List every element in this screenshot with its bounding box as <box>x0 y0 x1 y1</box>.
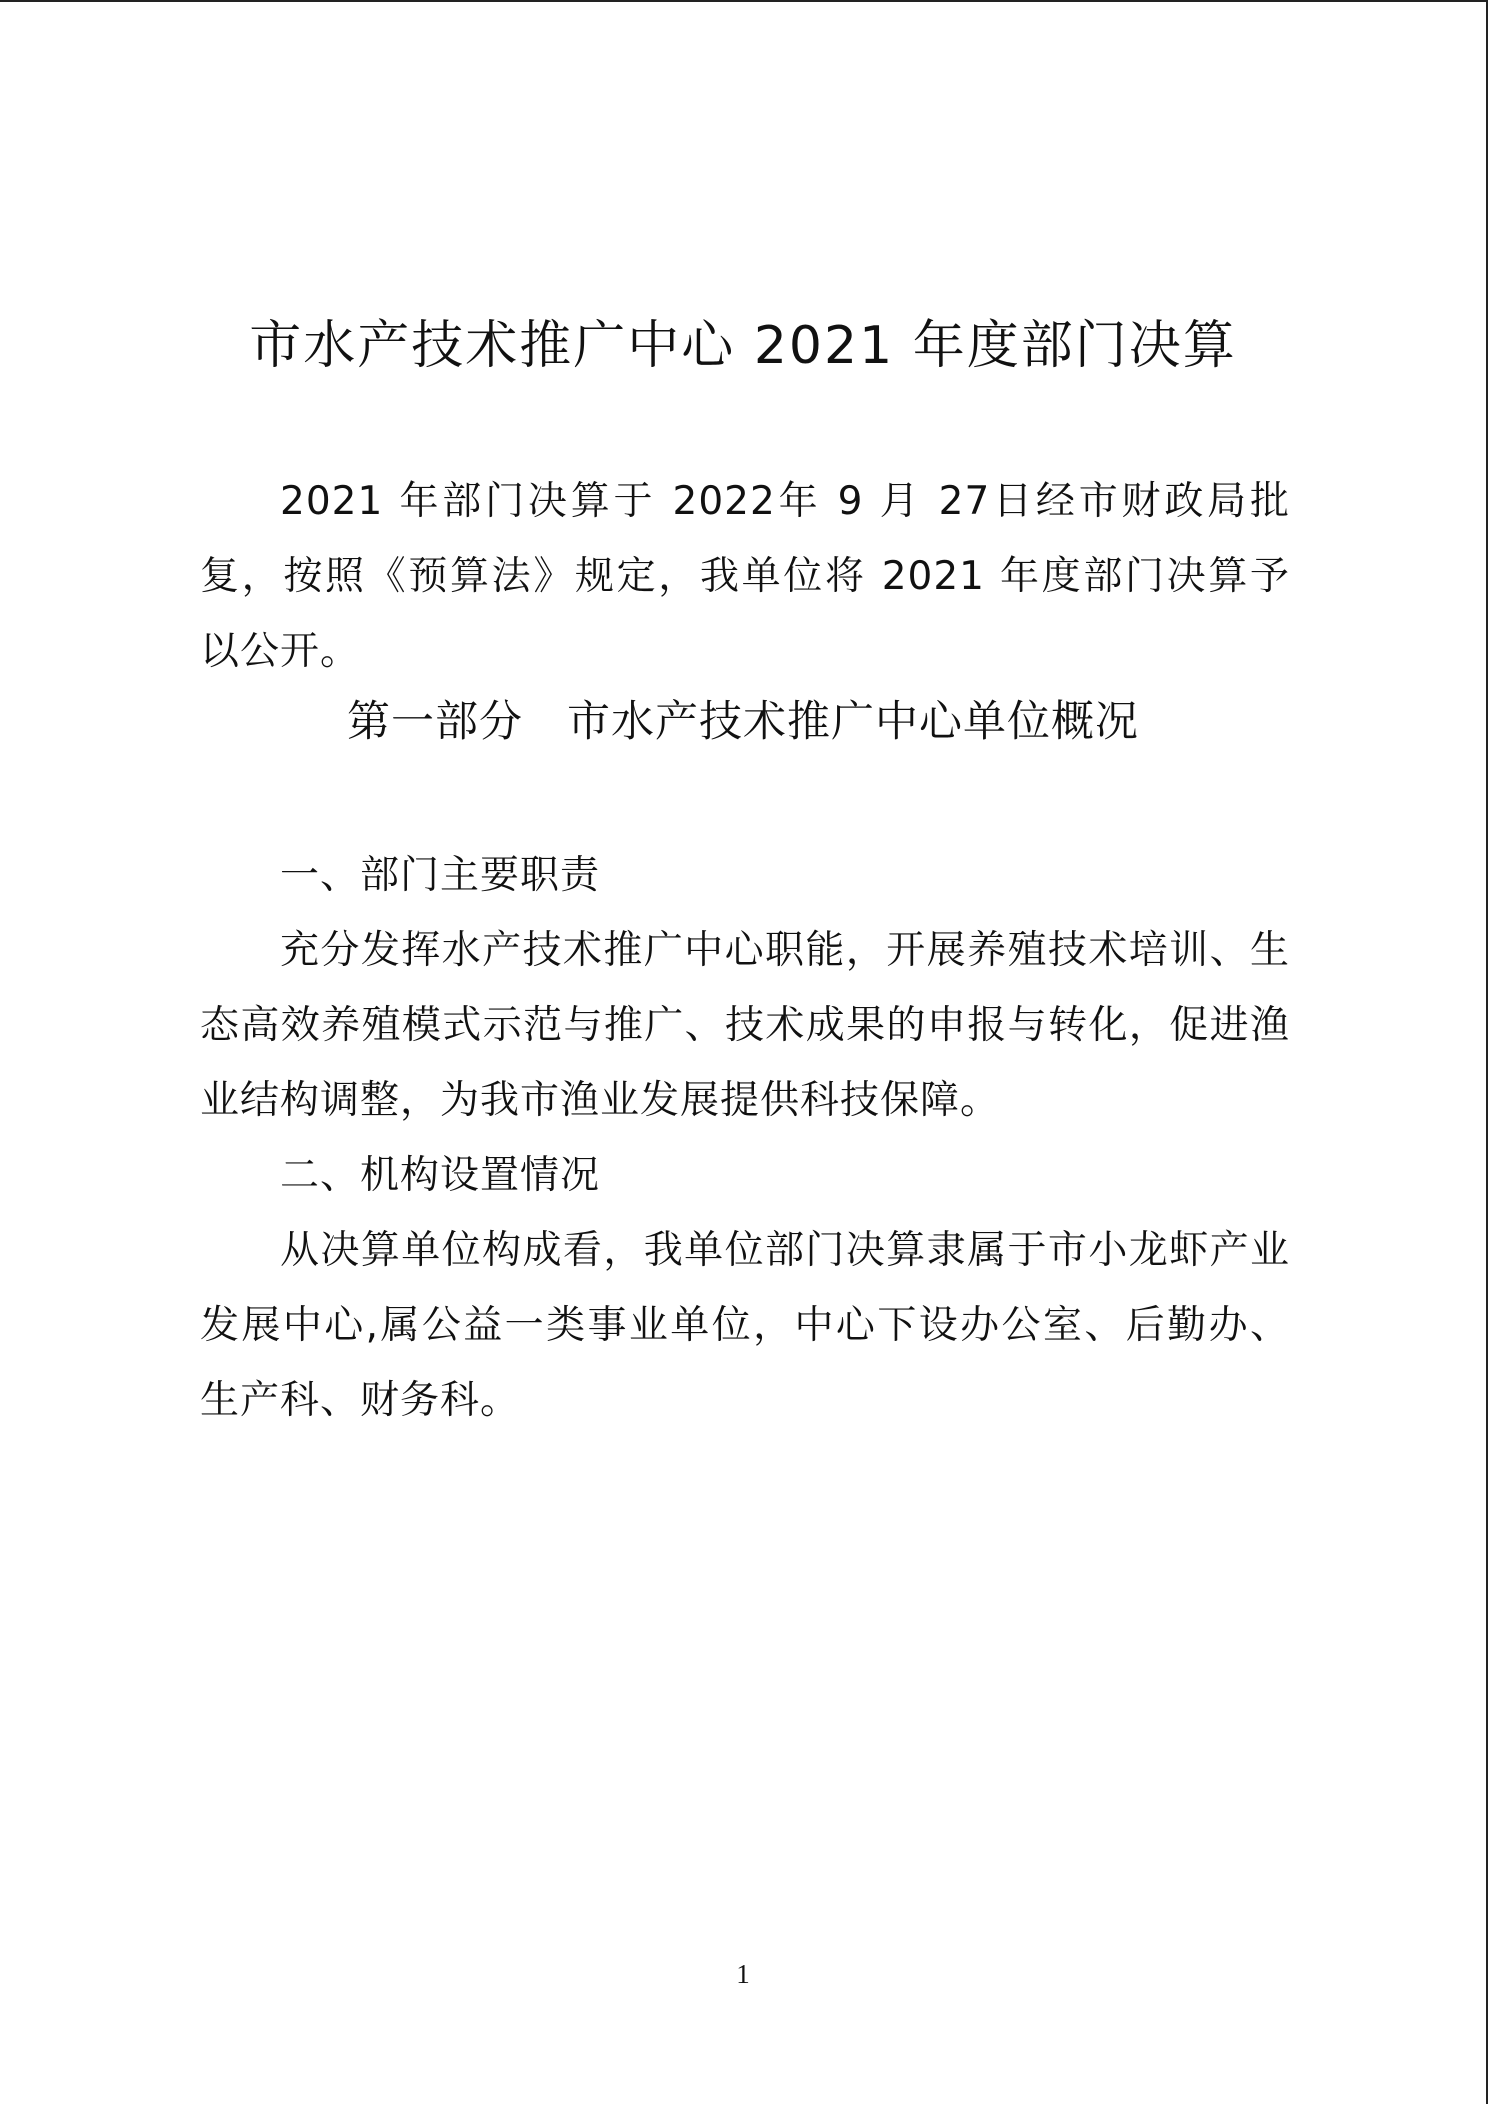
page-number: 1 <box>736 1959 750 1989</box>
section-heading-organization: 二、机构设置情况 <box>280 1153 601 1198</box>
part-one-title: 第一部分 市水产技术推广中心单位概况 <box>347 697 1139 747</box>
section-heading-duties: 一、部门主要职责 <box>280 853 601 898</box>
intro-paragraph: 2021 年部门决算于 2022年 9 月 27日经市财政局批复，按照《预算法》规定，我单位将 2021 年度部门决算予以公开。 <box>200 479 1290 674</box>
document-title: 市水产技术推广中心 2021 年度部门决算 <box>249 316 1237 376</box>
section-body-organization: 从决算单位构成看，我单位部门决算隶属于市小龙虾产业发展中心,属公益一类事业单位，中心下设办公室、后勤办、生产科、财务科。 <box>200 1228 1290 1423</box>
section-body-duties: 充分发挥水产技术推广中心职能，开展养殖技术培训、生态高效养殖模式示范与推广、技术成果的申报与转化，促进渔业结构调整，为我市渔业发展提供科技保障。 <box>200 928 1290 1123</box>
